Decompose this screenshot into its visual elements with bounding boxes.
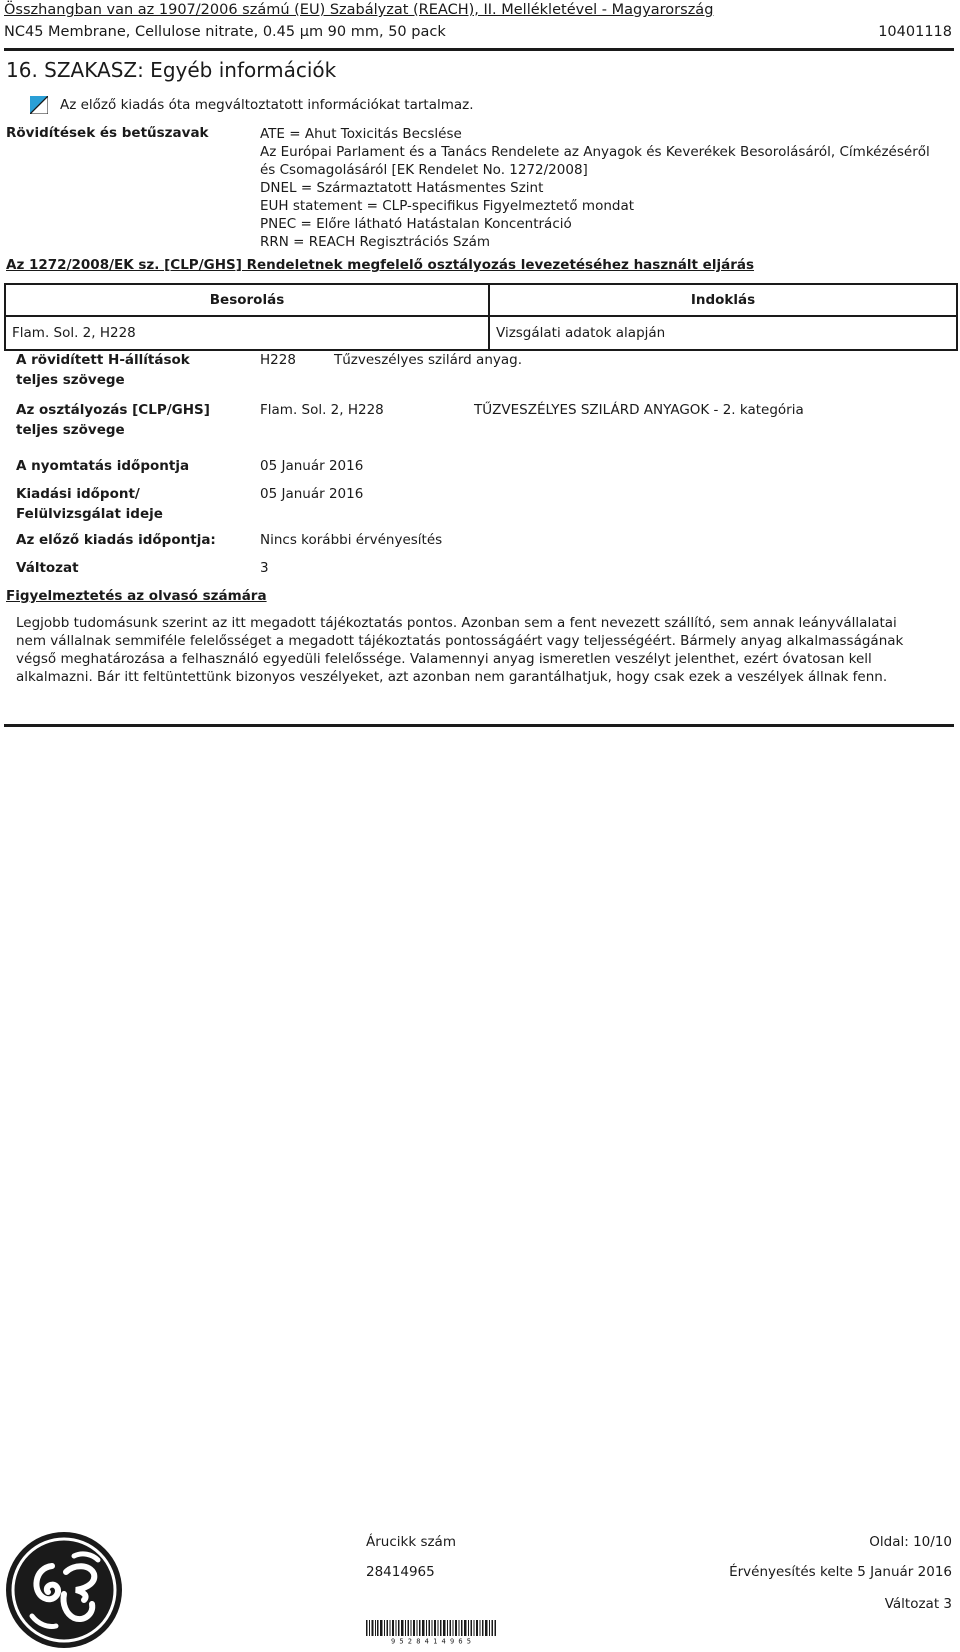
h-code: H228: [260, 352, 296, 368]
column-header-classification: Besorolás: [5, 284, 489, 316]
table-row: [5, 316, 957, 350]
justification-cell: Vizsgálati adatok alapján: [489, 316, 957, 350]
clp-full-text-label: Az osztályozás [CLP/GHS] teljes szövege: [16, 402, 210, 438]
issue-date: 05 Január 2016: [260, 486, 364, 502]
reader-notice-heading: Figyelmeztetés az olvasó számára: [6, 588, 267, 604]
abbreviations-list: [260, 125, 940, 251]
abbreviation-item: DNEL = Származtatott Hatásmentes Szint: [260, 180, 544, 196]
h-text: Tűzveszélyes szilárd anyag.: [334, 352, 522, 368]
abbreviation-item: Az Európai Parlament és a Tanács Rendelete az Anyagok és Keverékek Besorolásáról, Címkézéséről és Csomagolásáról [EK Rendelet No. 1272/2008]: [260, 144, 930, 178]
clp-code: Flam. Sol. 2, H228: [260, 402, 384, 418]
abbreviation-item: EUH statement = CLP-specifikus Figyelmeztető mondat: [260, 198, 635, 214]
changed-marker-icon: [30, 96, 48, 114]
previous-date-label: Az előző kiadás időpontja:: [16, 532, 216, 548]
page-number: Oldal: 10/10: [869, 1534, 952, 1550]
validation-date: Érvényesítés kelte 5 Január 2016: [729, 1564, 952, 1580]
abbreviation-item: PNEC = Előre látható Hatástalan Koncentráció: [260, 216, 572, 232]
product-number: 10401118: [878, 24, 952, 40]
item-number: 28414965: [366, 1564, 435, 1580]
reader-notice-text: Legjobb tudomásunk szerint az itt megadott tájékoztatás pontos. Azonban sem a fent nevezett szállító, sem annak leányvállalatai nem vállalnak semmiféle felelősséget a megadott tájékoztatás pontosságáért vagy teljességéért. Bármely anyag alkalmasságának végső meghatározása a felhasználó egyedüli felelőssége. Valamennyi anyag ismeretlen veszélyt jelenthet, ezért óvatosan kell alkalmazni. Bár itt feltüntettünk bizonyos veszélyeket, azt azonban nem garantálhatjuk, hogy csak ezek a veszélyek állnak fenn.: [16, 615, 904, 685]
content-end-divider: [4, 724, 954, 727]
version-label: Változat: [16, 560, 79, 576]
issue-date-label: Kiadási időpont/ Felülvizsgálat ideje: [16, 486, 163, 522]
product-name: NC45 Membrane, Cellulose nitrate, 0.45 µm 90 mm, 50 pack: [4, 24, 446, 40]
footer-version: Változat 3: [884, 1596, 952, 1612]
h-statements-label: A rövidített H-állítások teljes szövege: [16, 352, 190, 388]
column-header-justification: Indoklás: [489, 284, 957, 316]
regulation-header: Összhangban van az 1907/2006 számú (EU) Szabályzat (REACH), II. Mellékletével - Magyarország: [4, 2, 714, 18]
abbreviations-label: Rövidítések és betűszavak: [6, 125, 209, 141]
changed-note: Az előző kiadás óta megváltoztatott információkat tartalmaz.: [60, 97, 474, 113]
print-date-label: A nyomtatás időpontja: [16, 458, 190, 474]
ge-logo-icon: [4, 1530, 124, 1650]
clp-procedure-heading: Az 1272/2008/EK sz. [CLP/GHS] Rendeletnek megfelelő osztályozás levezetéséhez használt eljárás: [6, 257, 755, 273]
print-date: 05 Január 2016: [260, 458, 364, 474]
version-value: 3: [260, 560, 269, 576]
barcode: [366, 1620, 496, 1644]
previous-date: Nincs korábbi érvényesítés: [260, 532, 443, 548]
classification-cell: Flam. Sol. 2, H228: [5, 316, 489, 350]
section-title: 16. SZAKASZ: Egyéb információk: [6, 58, 337, 82]
classification-table: [4, 283, 958, 351]
header-divider: [4, 48, 954, 51]
item-number-label: Árucikk szám: [366, 1534, 456, 1550]
barcode-digits: 9 5 2 8 4 1 4 9 6 5: [390, 1637, 472, 1644]
abbreviation-item: RRN = REACH Regisztrációs Szám: [260, 234, 491, 250]
clp-text: TŰZVESZÉLYES SZILÁRD ANYAGOK - 2. kategória: [474, 402, 804, 418]
abbreviation-item: ATE = Ahut Toxicitás Becslése: [260, 126, 462, 142]
